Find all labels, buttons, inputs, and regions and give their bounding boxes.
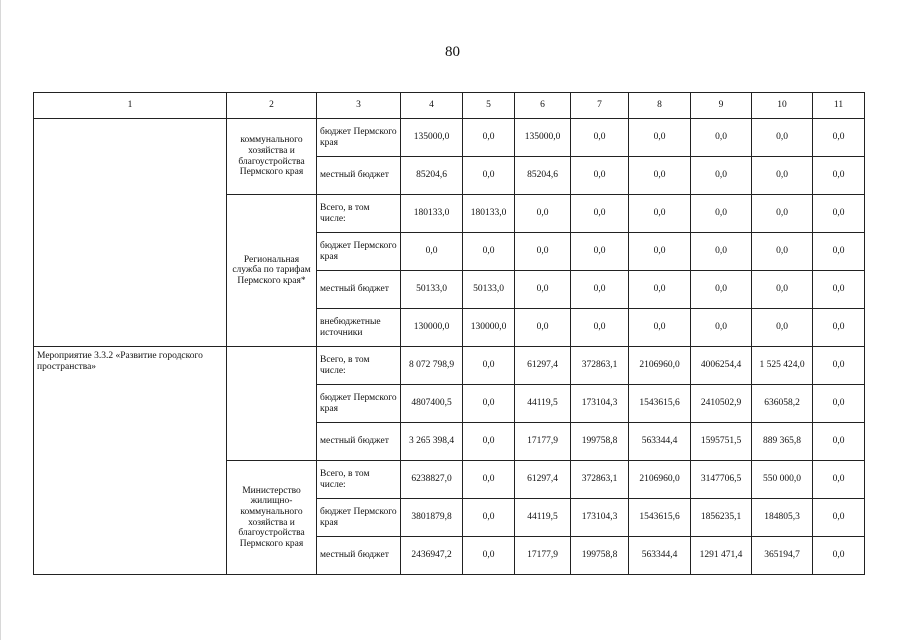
amount-cell: 1 525 424,0 [752,347,813,385]
amount-cell: 17177,9 [515,537,571,575]
amount-cell: 0,0 [629,157,691,195]
table-row [34,119,865,157]
column-number: 5 [463,93,515,119]
funding-source-cell: Всего, в том числе: [317,461,401,499]
amount-cell: 44119,5 [515,499,571,537]
funding-source-cell: местный бюджет [317,271,401,309]
header-row [34,93,865,119]
amount-cell: 1543615,6 [629,499,691,537]
amount-cell: 180133,0 [463,195,515,233]
amount-cell: 61297,4 [515,347,571,385]
amount-cell: 0,0 [463,499,515,537]
amount-cell: 0,0 [463,423,515,461]
funding-source-cell: местный бюджет [317,157,401,195]
amount-cell: 135000,0 [401,119,463,157]
scan-edge [0,0,1,640]
page-number: 80 [445,44,460,60]
amount-cell: 173104,3 [571,385,629,423]
amount-cell: 0,0 [691,309,752,347]
amount-cell: 0,0 [629,271,691,309]
amount-cell: 0,0 [813,195,865,233]
amount-cell: 130000,0 [401,309,463,347]
amount-cell: 636058,2 [752,385,813,423]
amount-cell: 3147706,5 [691,461,752,499]
event-name-cell: Мероприятие 3.3.2 «Развитие городского пространства» [34,347,227,575]
amount-cell: 0,0 [813,499,865,537]
amount-cell: 0,0 [752,157,813,195]
amount-cell: 0,0 [813,347,865,385]
amount-cell: 3801879,8 [401,499,463,537]
amount-cell: 0,0 [571,271,629,309]
amount-cell: 173104,3 [571,499,629,537]
amount-cell: 1856235,1 [691,499,752,537]
funding-source-cell: внебюджетные источники [317,309,401,347]
amount-cell: 0,0 [752,271,813,309]
amount-cell: 0,0 [813,537,865,575]
funding-source-cell: бюджет Пермского края [317,499,401,537]
amount-cell: 1291 471,4 [691,537,752,575]
amount-cell: 0,0 [629,195,691,233]
amount-cell: 199758,8 [571,537,629,575]
amount-cell: 0,0 [571,119,629,157]
amount-cell: 184805,3 [752,499,813,537]
funding-source-cell: Всего, в том числе: [317,347,401,385]
amount-cell: 0,0 [813,385,865,423]
amount-cell: 199758,8 [571,423,629,461]
amount-cell: 3 265 398,4 [401,423,463,461]
amount-cell: 0,0 [463,347,515,385]
amount-cell: 0,0 [571,157,629,195]
amount-cell: 8 072 798,9 [401,347,463,385]
amount-cell: 0,0 [629,119,691,157]
amount-cell: 2106960,0 [629,347,691,385]
amount-cell: 2436947,2 [401,537,463,575]
amount-cell: 0,0 [629,309,691,347]
amount-cell: 0,0 [401,233,463,271]
amount-cell: 0,0 [691,119,752,157]
amount-cell: 180133,0 [401,195,463,233]
funding-source-cell: бюджет Пермского края [317,385,401,423]
amount-cell: 4006254,4 [691,347,752,385]
amount-cell: 0,0 [463,119,515,157]
funding-source-cell: бюджет Пермского края [317,119,401,157]
column-number: 11 [813,93,865,119]
amount-cell: 0,0 [463,461,515,499]
column-number: 9 [691,93,752,119]
executor-cell: Министерство жилищно-коммунального хозяйства и благоустройства Пермского края [227,461,317,575]
amount-cell: 889 365,8 [752,423,813,461]
amount-cell: 2106960,0 [629,461,691,499]
amount-cell: 0,0 [813,119,865,157]
budget-table [33,92,865,575]
table-body [34,93,865,575]
amount-cell: 0,0 [752,309,813,347]
amount-cell: 130000,0 [463,309,515,347]
amount-cell: 61297,4 [515,461,571,499]
amount-cell: 0,0 [515,271,571,309]
amount-cell: 0,0 [515,233,571,271]
amount-cell: 1595751,5 [691,423,752,461]
amount-cell: 0,0 [691,157,752,195]
amount-cell: 365194,7 [752,537,813,575]
amount-cell: 85204,6 [515,157,571,195]
amount-cell: 0,0 [691,195,752,233]
funding-source-cell: бюджет Пермского края [317,233,401,271]
amount-cell: 563344,4 [629,423,691,461]
table-row [34,347,865,385]
column-number: 1 [34,93,227,119]
amount-cell: 0,0 [813,271,865,309]
amount-cell: 0,0 [571,233,629,271]
amount-cell: 372863,1 [571,461,629,499]
amount-cell: 0,0 [515,195,571,233]
amount-cell: 0,0 [691,271,752,309]
amount-cell: 4807400,5 [401,385,463,423]
amount-cell: 0,0 [813,233,865,271]
amount-cell: 50133,0 [401,271,463,309]
amount-cell: 0,0 [813,309,865,347]
amount-cell: 0,0 [463,385,515,423]
funding-source-cell: местный бюджет [317,423,401,461]
amount-cell: 0,0 [813,461,865,499]
column-number: 6 [515,93,571,119]
amount-cell: 0,0 [691,233,752,271]
column-number: 7 [571,93,629,119]
amount-cell: 17177,9 [515,423,571,461]
executor-cell: Региональная служба по тарифам Пермского края* [227,195,317,347]
amount-cell: 135000,0 [515,119,571,157]
amount-cell: 0,0 [752,233,813,271]
executor-cell [227,347,317,461]
column-number: 2 [227,93,317,119]
amount-cell: 0,0 [571,195,629,233]
funding-source-cell: Всего, в том числе: [317,195,401,233]
column-number: 4 [401,93,463,119]
amount-cell: 0,0 [813,423,865,461]
amount-cell: 0,0 [463,233,515,271]
amount-cell: 0,0 [629,233,691,271]
amount-cell: 0,0 [813,157,865,195]
amount-cell: 6238827,0 [401,461,463,499]
executor-cell: коммунального хозяйства и благоустройства Пермского края [227,119,317,195]
amount-cell: 372863,1 [571,347,629,385]
amount-cell: 85204,6 [401,157,463,195]
amount-cell: 50133,0 [463,271,515,309]
amount-cell: 0,0 [752,195,813,233]
column-number: 8 [629,93,691,119]
amount-cell: 2410502,9 [691,385,752,423]
amount-cell: 44119,5 [515,385,571,423]
event-name-cell [34,119,227,347]
amount-cell: 0,0 [463,537,515,575]
column-number: 10 [752,93,813,119]
amount-cell: 0,0 [752,119,813,157]
amount-cell: 0,0 [515,309,571,347]
amount-cell: 550 000,0 [752,461,813,499]
amount-cell: 1543615,6 [629,385,691,423]
amount-cell: 0,0 [463,157,515,195]
column-number: 3 [317,93,401,119]
funding-source-cell: местный бюджет [317,537,401,575]
amount-cell: 563344,4 [629,537,691,575]
amount-cell: 0,0 [571,309,629,347]
